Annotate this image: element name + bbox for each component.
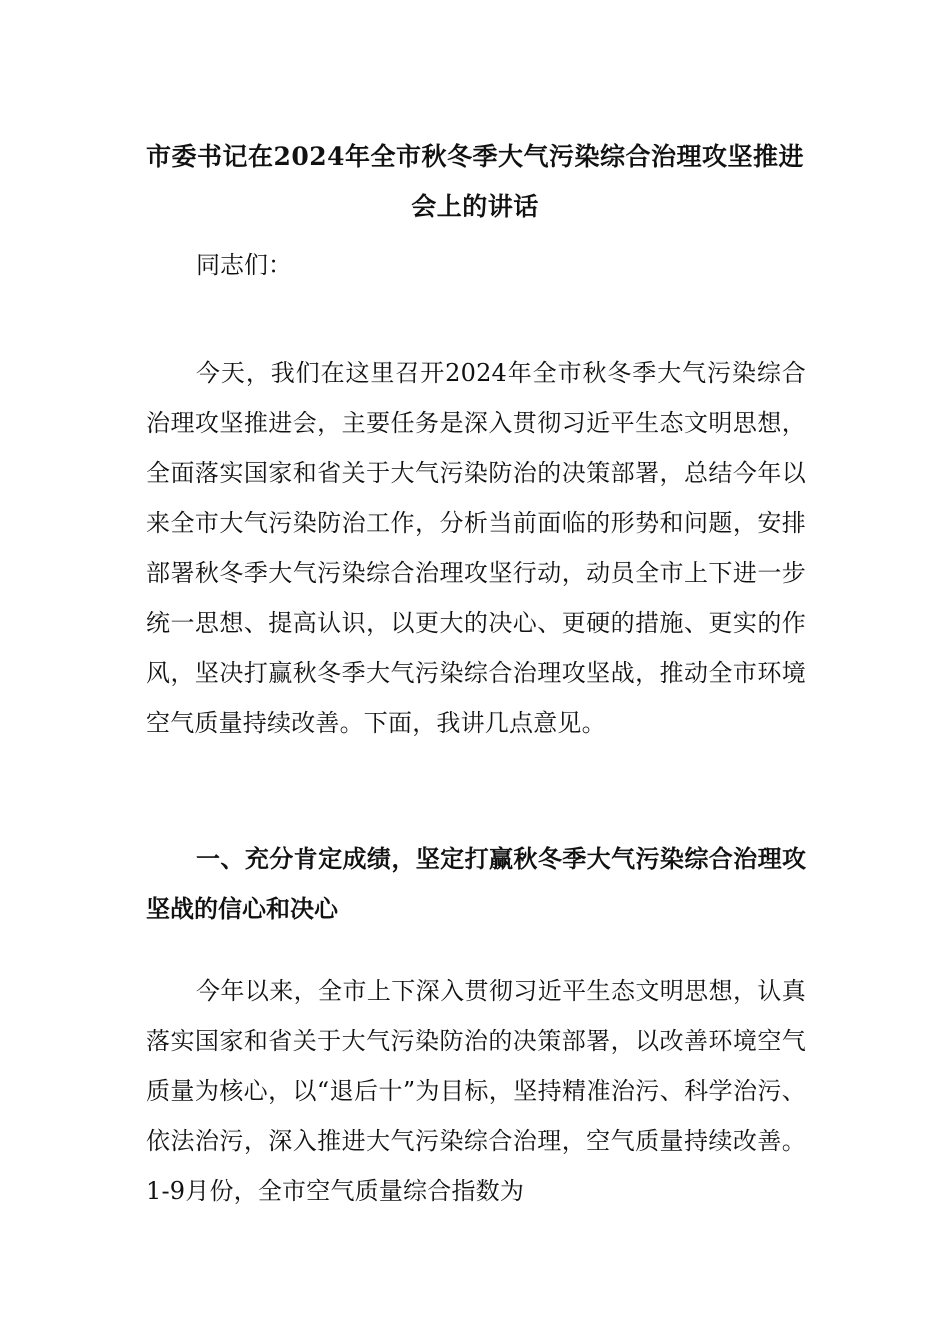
document-title: 市委书记在2024年全市秋冬季大气污染综合治理攻坚推进会上的讲话 bbox=[145, 142, 805, 221]
section-heading-1: 一、充分肯定成绩，坚定打赢秋冬季大气污染综合治理攻坚战的信心和决心 bbox=[146, 844, 806, 923]
greeting: 同志们： bbox=[196, 251, 292, 279]
paragraph-achievements: 今年以来，全市上下深入贯彻习近平生态文明思想，认真落实国家和省关于大气污染防治的决策部署，以改善环境空气质量为核心，以“退后十”为目标，坚持精准治污、科学治污、依法治污，深入推进大气污染综合治理，空气质量持续改善。1-9月份，全市空气质量综合指数为 bbox=[146, 977, 806, 1205]
paragraph-intro: 今天，我们在这里召开2024年全市秋冬季大气污染综合治理攻坚推进会，主要任务是深入贯彻习近平生态文明思想，全面落实国家和省关于大气污染防治的决策部署，总结今年以来全市大气污染防治工作，分析当前面临的形势和问题，安排部署秋冬季大气污染综合治理攻坚行动，动员全市上下进一步统一思想、提高认识，以更大的决心、更硬的措施、更实的作风，坚决打赢秋冬季大气污染综合治理攻坚战，推动全市环境空气质量持续改善。下面，我讲几点意见。 bbox=[146, 359, 806, 737]
